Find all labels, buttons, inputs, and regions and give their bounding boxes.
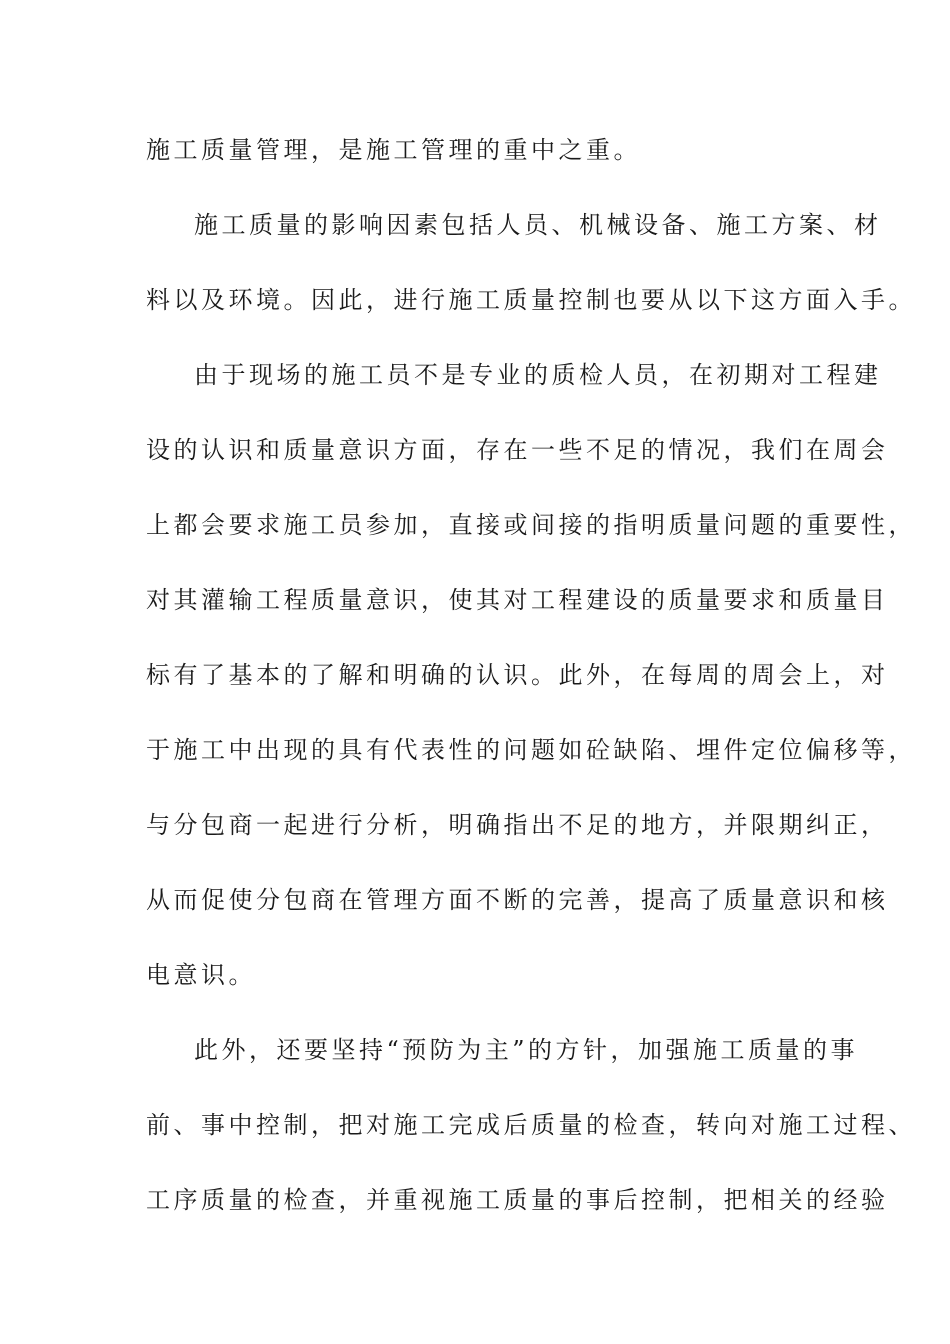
text-line: 与分包商一起进行分析，明确指出不足的地方，并限期纠正，	[146, 811, 889, 839]
text-line: 上都会要求施工员参加，直接或间接的指明质量问题的重要性，	[146, 511, 916, 539]
text-line: 施工质量管理，是施工管理的重中之重。	[146, 136, 641, 164]
text-line: 由于现场的施工员不是专业的质检人员，在初期对工程建	[194, 361, 882, 389]
text-line: 电意识。	[146, 961, 256, 989]
text-line: 工序质量的检查，并重视施工质量的事后控制，把相关的经验	[146, 1186, 889, 1214]
text-line: 料以及环境。因此，进行施工质量控制也要从以下这方面入手。	[146, 286, 916, 314]
text-line: 设的认识和质量意识方面，存在一些不足的情况，我们在周会	[146, 436, 889, 464]
text-line: 此外，还要坚持“预防为主”的方针，加强施工质量的事	[194, 1036, 859, 1064]
text-line: 从而促使分包商在管理方面不断的完善，提高了质量意识和核	[146, 886, 889, 914]
text-line: 施工质量的影响因素包括人员、机械设备、施工方案、材	[194, 211, 882, 239]
text-line: 前、事中控制，把对施工完成后质量的检查，转向对施工过程、	[146, 1111, 916, 1139]
text-line: 对其灌输工程质量意识，使其对工程建设的质量要求和质量目	[146, 586, 889, 614]
text-line: 标有了基本的了解和明确的认识。此外，在每周的周会上，对	[146, 661, 889, 689]
text-line: 于施工中出现的具有代表性的问题如砼缺陷、埋件定位偏移等，	[146, 736, 916, 764]
